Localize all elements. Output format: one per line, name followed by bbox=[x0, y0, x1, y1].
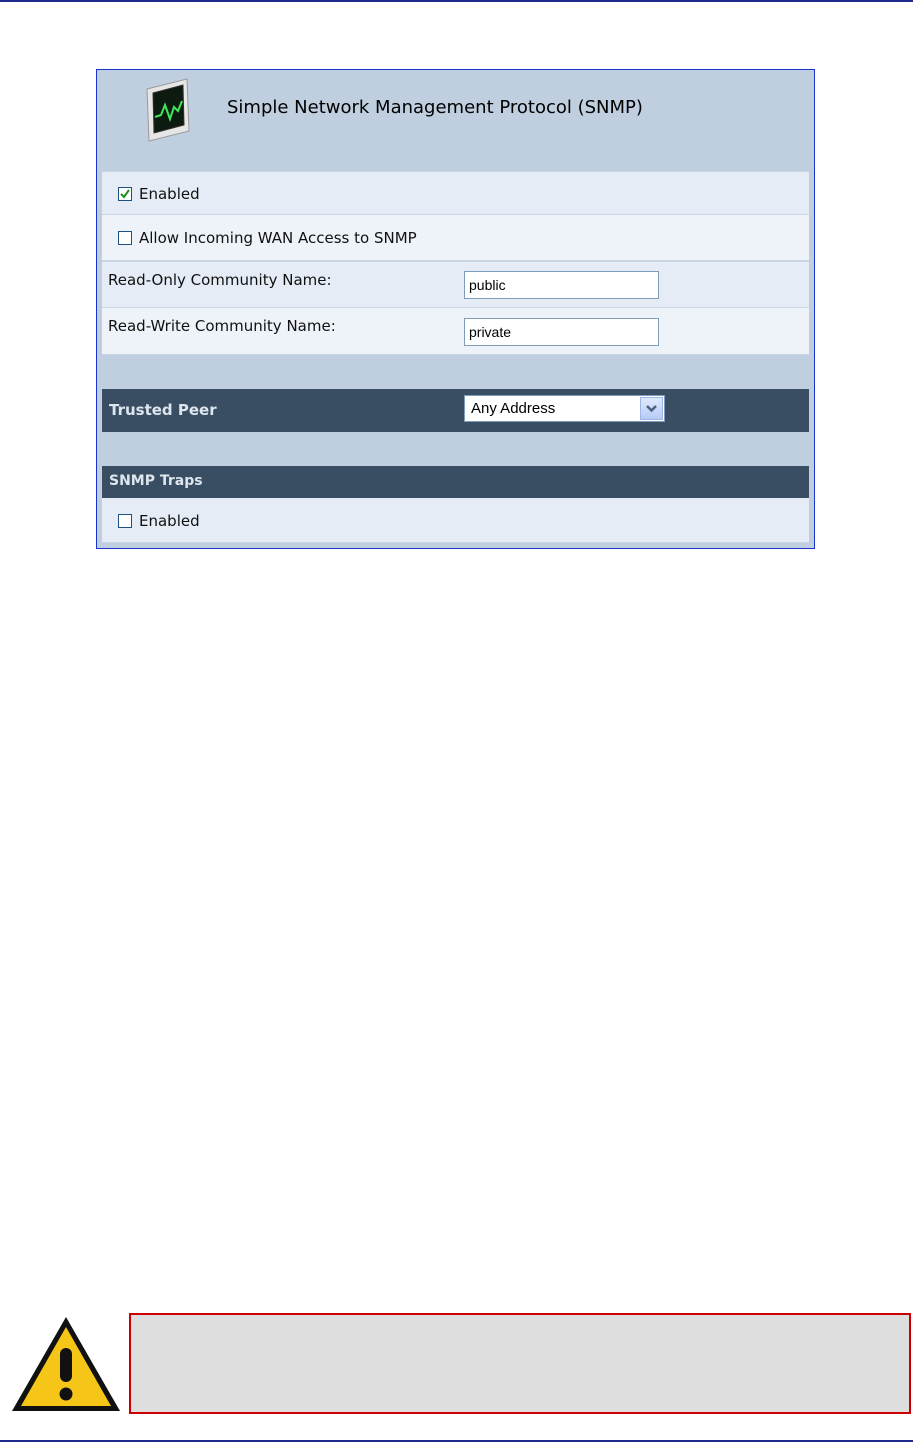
snmp-traps-title: SNMP Traps bbox=[109, 473, 203, 489]
read-write-community-input[interactable]: private bbox=[464, 318, 659, 346]
read-only-community-input[interactable]: public bbox=[464, 271, 659, 299]
enabled-row bbox=[102, 171, 809, 215]
snmp-traps-header bbox=[102, 466, 809, 498]
trusted-peer-bar bbox=[102, 389, 809, 432]
enabled-checkbox[interactable] bbox=[118, 187, 132, 201]
read-only-row bbox=[102, 261, 809, 308]
traps-enabled-row bbox=[102, 498, 809, 543]
wan-access-checkbox[interactable] bbox=[118, 231, 132, 245]
wan-access-label: Allow Incoming WAN Access to SNMP bbox=[139, 229, 417, 247]
trusted-peer-select[interactable] bbox=[464, 395, 665, 422]
panel-header bbox=[97, 70, 814, 170]
trusted-peer-selected: Any Address bbox=[471, 400, 556, 417]
warning-note-box bbox=[129, 1313, 911, 1414]
read-write-label: Read-Write Community Name: bbox=[108, 317, 336, 335]
enabled-label: Enabled bbox=[139, 185, 200, 203]
bottom-rule bbox=[0, 1440, 913, 1442]
select-dropdown-button[interactable] bbox=[640, 397, 663, 420]
chevron-down-icon bbox=[641, 398, 662, 419]
wan-access-row bbox=[102, 215, 809, 261]
monitor-graph-icon bbox=[145, 77, 191, 143]
read-write-row bbox=[102, 308, 809, 355]
checkmark-icon bbox=[120, 189, 130, 199]
traps-enabled-label: Enabled bbox=[139, 512, 200, 530]
warning-triangle-icon bbox=[9, 1314, 123, 1414]
top-rule bbox=[0, 0, 913, 2]
snmp-panel bbox=[96, 69, 815, 549]
read-only-label: Read-Only Community Name: bbox=[108, 271, 332, 289]
panel-title: Simple Network Management Protocol (SNMP) bbox=[227, 97, 643, 118]
trusted-peer-label: Trusted Peer bbox=[109, 401, 217, 419]
traps-enabled-checkbox[interactable] bbox=[118, 514, 132, 528]
